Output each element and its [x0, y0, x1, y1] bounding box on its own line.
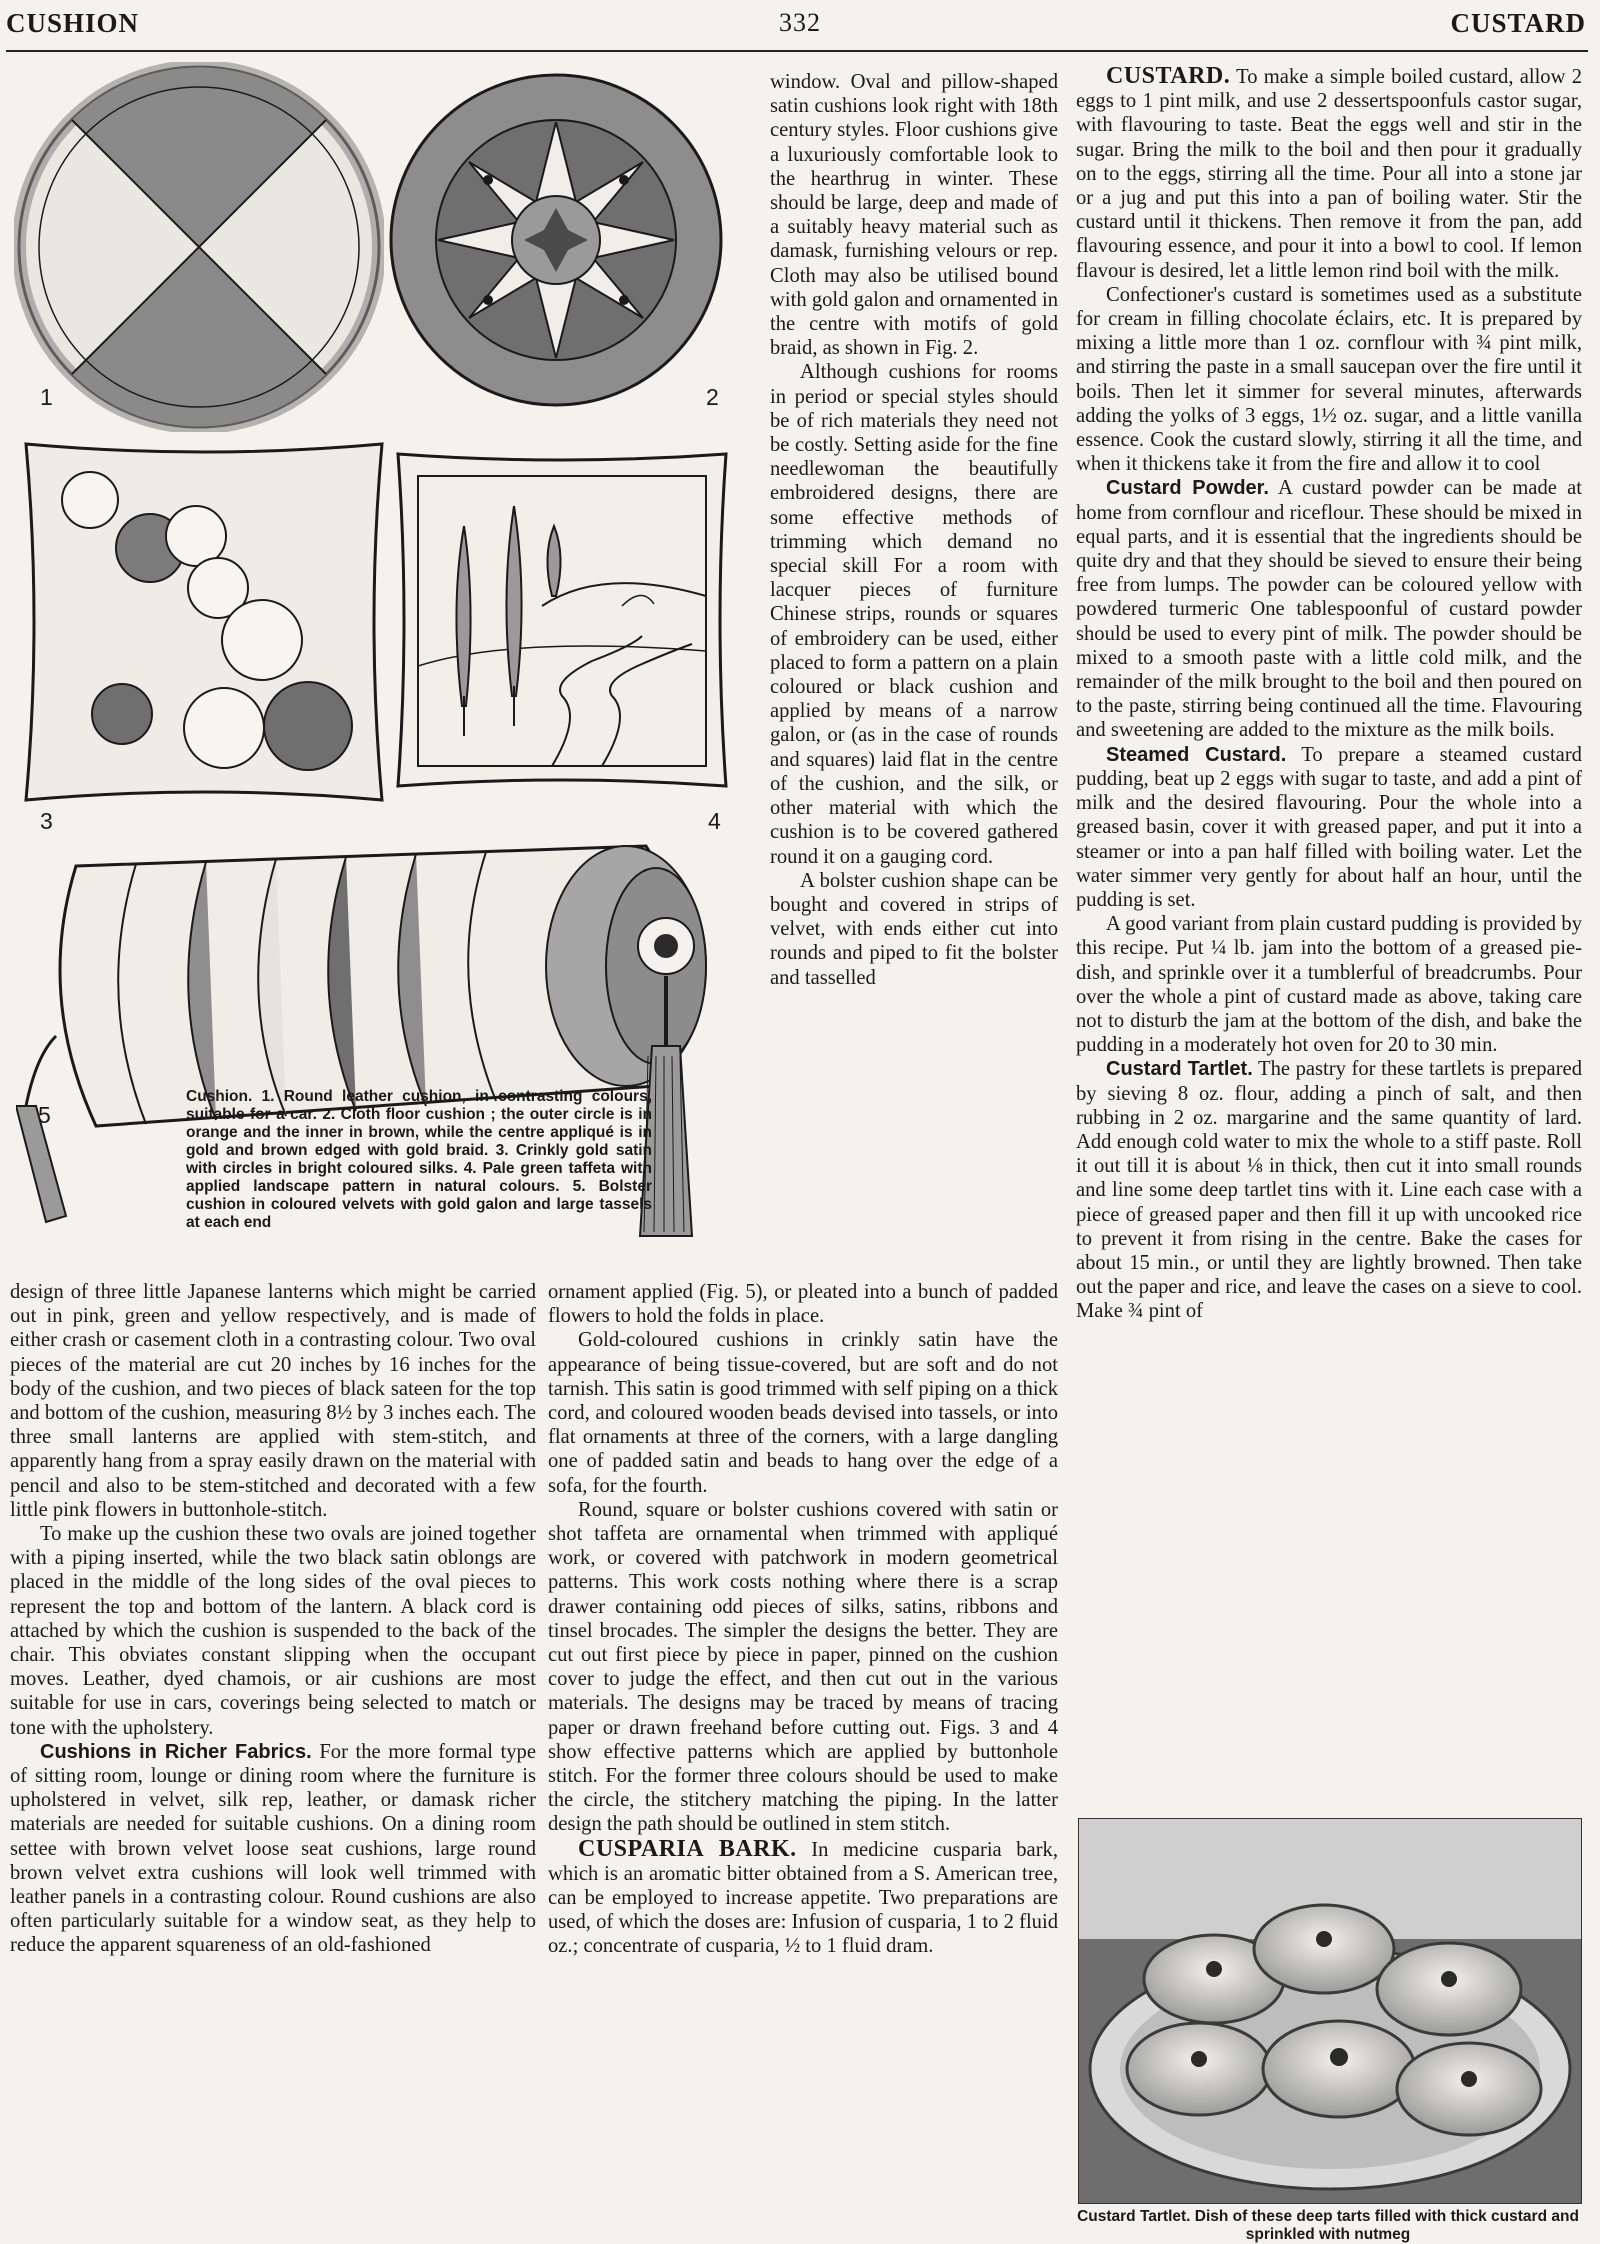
col1-paragraph-2: To make up the cushion these two ovals are joined together with a piping inserted, while the two black satin oblongs are placed in the middle of the long sides of the oval pieces to represent the top and bottom of the lantern. A black cord is attached by which the cushion is suspended to the back of the chair. This obviates constant slipping when the occupant moves. Leather, dyed chamois, or air cushions are most suitable for use in cars, coverings being selected to match or tone with the upholstery. — [10, 1523, 536, 1739]
figure-1-round-cushion — [14, 62, 384, 432]
col3-paragraph-6: The pastry for these tartlets is prepared by sieving 8 oz. flour, adding a pinch of salt, and then rubbing in 2 oz. margarine and the same quantity of lard. Add enough cold water to mix the whole to a stiff paste. Roll it out till it is about ⅛ in thick, then cut it into small rounds and line some deep tartlet tins with it. Line each case with a piece of greased paper and then fill it up with uncooked rice to prevent it from rising in the centre. Bake the cases for about 15 min., or until they are lightly browned. Then take out the paper and rice, and leave the cases on a sieve to cool. Make ¾ pint of — [1076, 1058, 1582, 1323]
figure-caption-cushions: Cushion. 1. Round leather cushion, in contrasting colours, suitable for a car. 2. Cloth floor cushion ; the outer circle is in orange and the inner in brown, while the centre appliqué is in gold and brown edged with gold braid. 3. Crinkly gold satin with circles in bright coloured silks. 4. Pale green taffeta with applied landscape pattern in natural colours. 5. Bolster cushion in coloured velvets with gold galon and large tassels at each end — [186, 1088, 652, 1231]
col3-paragraph-5: A good variant from plain custard pudding is provided by this recipe. Put ¼ lb. jam into the bottom of a greased pie-dish, and sprinkle over it a tumblerful of breadcrumbs. Pour over the whole a pint of custard made as above, taking care not to disturb the jam at the bottom of the dish, and bake the pudding in a moderately hot oven for 20 to 30 min. — [1076, 913, 1582, 1057]
heading-cushions-richer-fabrics: Cushions in Richer Fabrics. — [40, 1740, 312, 1763]
col3-paragraph-3: A custard powder can be made at home from cornflour and riceflour. These should be mixed in equal parts, and it is essential that the ingredients should be quite dry and that they should be sieved to ensure their being free from lumps. The powder can be coloured yellow with powdered turmeric One tablespoonful of custard powder should be used to every pint of milk. The powder should be mixed to a smooth paste with a little cold milk, and the remainder of the milk brought to the boil and then poured on to the paste, stirring being continued all the time. Flavouring and sweetening are added to the mixture as the milk boils. — [1076, 477, 1582, 742]
running-head-right: CUSTARD — [1450, 8, 1586, 38]
col2-paragraph-4: ornament applied (Fig. 5), or pleated into a bunch of padded flowers to hold the folds in place. — [548, 1281, 1058, 1328]
column-2-bottom — [548, 1280, 1058, 1959]
figure-2-floor-cushion — [388, 72, 724, 408]
running-head-left: CUSHION — [6, 8, 140, 38]
column-2-top — [770, 70, 1058, 990]
figure-label-4: 4 — [708, 808, 721, 834]
col2-paragraph-3: A bolster cushion shape can be bought and covered in strips of velvet, with ends either cut into rounds and piped to fit the bolster and tasselled — [770, 869, 1058, 989]
column-3 — [1076, 64, 1582, 1324]
page-number: 332 — [779, 8, 821, 37]
heading-cusparia-bark: CUSPARIA BARK. — [578, 1835, 797, 1862]
photo-custard-tartlets — [1078, 1818, 1582, 2204]
figure-label-2: 2 — [706, 384, 719, 410]
heading-custard-tartlet: Custard Tartlet. — [1106, 1058, 1253, 1081]
col3-paragraph-1: To make a simple boiled custard, allow 2 eggs to 1 pint milk, and use 2 dessertspoonfuls castor sugar, with flavouring to taste. Beat the eggs well and stir in the sugar. Bring the milk to the boil and then pour it gradually on to the eggs, stirring all the time. Pour all into a stone jar or a jug and put this into a pan of boiling water. Stir the custard until it thickens. Then remove it from the pan, add flavouring essence, and pour it into a bowl to cool. If lemon flavour is desired, let a little lemon rind boil with the milk. — [1076, 66, 1582, 282]
col1-paragraph-1: design of three little Japanese lanterns which might be carried out in pink, green and yellow respectively, and is made of either crash or casement cloth in a contrasting colour. Two oval pieces of the material are cut 20 inches by 16 inches for the body of the cushion, and two pieces of black sateen for the top and bottom of the cushion, measuring 8½ by 3 inches each. The three small lanterns are applied with stem-stitch, and apparently hang from a spray easily drawn on the material with pencil and also to be stem-stitched and decorated with a few little pink flowers in buttonhole-stitch. — [10, 1281, 536, 1521]
col2-paragraph-1: window. Oval and pillow-shaped satin cushions look right with 18th century styles. Floor cushions give a luxuriously comfortable look to the hearthrug in winter. These should be large, deep and made of a suitably heavy material such as damask, furnishing velours or rep. Cloth may also be utilised bound with gold galon and ornamented in the centre with motifs of gold braid, as shown in Fig. 2. — [770, 71, 1058, 360]
column-1 — [10, 1280, 536, 1958]
heading-custard-powder: Custard Powder. — [1106, 477, 1269, 500]
figure-label-3: 3 — [40, 808, 53, 834]
col2-paragraph-5: Gold-coloured cushions in crinkly satin have the appearance of being tissue-covered, but are soft and do not tarnish. This satin is good trimmed with self piping on a thick cord, and coloured wooden beads devised into tassels, or into flat ornaments at three of the corners, with a large dangling one of padded satin and beads to hang over the edge of a sofa, for the fourth. — [548, 1329, 1058, 1497]
col3-paragraph-2: Confectioner's custard is sometimes used as a substitute for cream in filling chocolate éclairs, etc. It is prepared by mixing a little more than 1 oz. cornflour with ¾ pint milk, and stirring the paste in a small saucepan over the fire until it boils. Then let it simmer for several minutes, afterwards adding the yolks of 3 eggs, 1½ oz. sugar, and a little vanilla essence. Cook the custard slowly, stirring it all the time, and when it thickens take it from the fire and allow it to cool — [1076, 283, 1582, 476]
figure-label-1: 1 — [40, 384, 53, 410]
figure-3-satin-circles-cushion — [20, 438, 388, 806]
col2-paragraph-7: In medicine cusparia bark, which is an aromatic bitter obtained from a S. American tree, can be employed to increase appetite. Two preparations are used, of which the doses are: Infusion of cusparia, 1 to 2 fluid oz.; concentrate of cusparia, ½ to 1 fluid dram. — [548, 1838, 1059, 1958]
col1-paragraph-3: For the more formal type of sitting room, lounge or dining room where the furniture is upholstered in velvet, silk rep, leather, or damask richer materials are needed for suitable cushions. On a dining room settee with brown velvet loose seat cushions, large round brown velvet extra cushions will look well trimmed with leather panels in a contrasting colour. Round cushions are also often particularly suitable for a window seat, as they help to reduce the apparent squareness of an old-fashioned — [10, 1740, 536, 1957]
heading-steamed-custard: Steamed Custard. — [1106, 743, 1287, 766]
col3-paragraph-4: To prepare a steamed custard pudding, beat up 2 eggs with sugar to taste, and add a pint of milk and the desired flavouring. Pour the whole into a greased basin, cover it with greased paper, and put it into a steamer or into a pan half filled with boiling water. Let the water simmer very gently for about half an hour, until the pudding is set. — [1076, 743, 1582, 911]
figure-4-landscape-cushion — [392, 446, 732, 794]
figure-label-5: 5 — [38, 1102, 51, 1128]
col2-paragraph-6: Round, square or bolster cushions covered with satin or shot taffeta are ornamental when trimmed with appliqué work, or covered with patchwork in modern geometrical patterns. This work costs nothing where there is a scrap drawer containing odd pieces of silks, satins, ribbons and tinsel brocades. The simpler the designs the better. They are cut out first piece by piece in paper, pinned on the cushion cover to judge the effect, and then cut out in the various materials. The designs may be traced by means of tracing paper or drawn freehand before cutting out. Figs. 3 and 4 show effective patterns which are applied by buttonhole stitch. For the former three colours should be used to make the circle, the stitchery matching the piping. In the latter design the path should be outlined in stem stitch. — [548, 1498, 1058, 1836]
heading-custard: CUSTARD. — [1106, 63, 1231, 89]
photo-caption-custard-tartlet: Custard Tartlet. Dish of these deep tarts filled with thick custard and sprinkled with nutmeg — [1077, 2208, 1579, 2243]
col2-paragraph-2: Although cushions for rooms in period or special styles should be of rich materials they need not be costly. Setting aside for the fine needlewoman the beautifully embroidered designs, there are some effective methods of trimming which demand no special skill For a room with lacquer pieces of furniture Chinese strips, rounds or squares of embroidery can be used, either placed to form a pattern on a plain coloured or black cushion and applied by means of a narrow galon, or (as in the case of rounds and squares) laid flat in the centre of the cushion, and the silk, or other material with which the cushion is to be covered gathered round it on a gauging cord. — [770, 361, 1058, 868]
header-rule — [6, 50, 1588, 52]
